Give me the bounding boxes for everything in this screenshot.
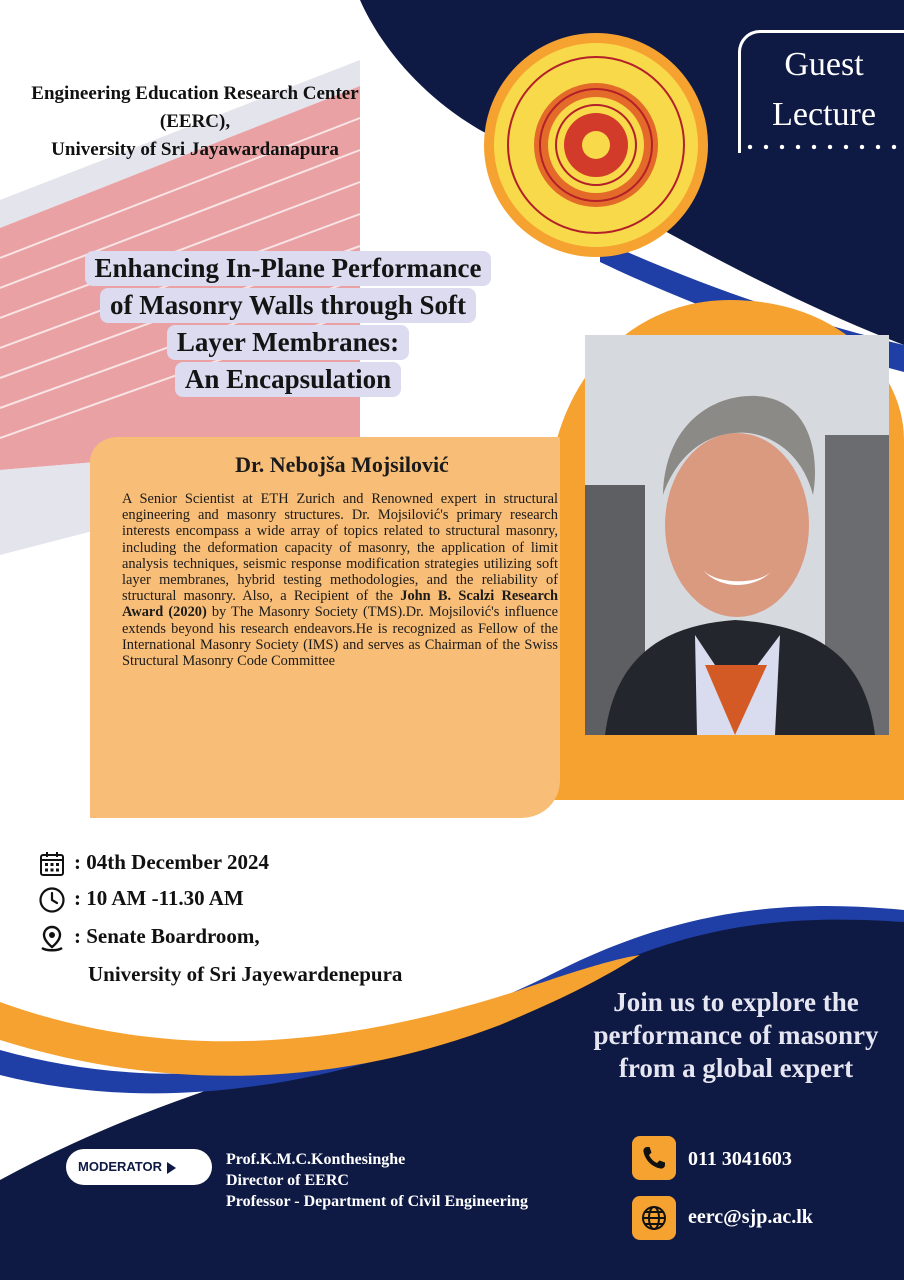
bio-award: John B. Scalzi Research Award (2020) — [122, 588, 558, 621]
moderator-role-2: Professor - Department of Civil Engineering — [226, 1193, 529, 1210]
cta-line-1: Join us to explore the — [613, 987, 859, 1017]
org-line-2: (EERC), — [159, 111, 231, 132]
org-line-3: University of Sri Jayawardanapura — [51, 139, 339, 160]
speaker-portrait — [585, 335, 889, 735]
event-venue-line-1: : Senate Boardroom, — [74, 924, 260, 948]
speaker-name: Dr. Nebojša Mojsilović — [235, 452, 449, 477]
title-line-2: of Masonry Walls through Soft — [100, 288, 476, 323]
moderator-badge — [66, 1149, 212, 1185]
moderator-details — [226, 1149, 606, 1212]
event-time: : 10 AM -11.30 AM — [74, 886, 244, 910]
email-address[interactable]: eerc@sjp.ac.lk — [688, 1206, 813, 1228]
title-line-4: An Encapsulation — [175, 362, 401, 397]
badge-line-1: Guest — [784, 46, 864, 83]
play-arrow-icon — [167, 1162, 176, 1174]
clock-icon — [38, 886, 66, 914]
speaker-photo — [585, 335, 889, 735]
title-line-1: Enhancing In-Plane Performance — [85, 251, 492, 286]
badge-line-2: Lecture — [772, 96, 876, 133]
moderator-name: Prof.K.M.C.Konthesinghe — [226, 1151, 406, 1168]
moderator-label: MODERATOR — [78, 1159, 163, 1174]
organization-name — [0, 80, 390, 164]
location-pin-icon — [38, 924, 66, 952]
moderator-role-1: Director of EERC — [226, 1172, 349, 1189]
speaker-bio — [122, 491, 558, 669]
dotted-divider — [742, 144, 902, 150]
lecture-title — [60, 250, 516, 398]
web-icon-box — [632, 1196, 676, 1240]
bio-part-1: A Senior Scientist at ETH Zurich and Renowned expert in structural engineering and masonry structures. Dr. Mojsilović's primary research interests encompass a wide array of topics related to structural masonry, including the deformation capacity of masonry, the application of limit analysis techniques, seismic response modification strategies utilizing soft layer membranes, hybrid testing methodologies, and the reliability of structural masonry. Also, a Recipient of the — [122, 491, 558, 605]
bio-part-2: by The Masonry Society (TMS).Dr. Mojsilović's influence extends beyond his research endeavors.He is recognized as Fellow of the International Masonry Society (IMS) and serves as Chairman of the Swiss Structural Masonry Code Committee — [122, 604, 558, 670]
phone-icon-box — [632, 1136, 676, 1180]
cta-line-2: performance of masonry — [593, 1020, 879, 1050]
call-to-action — [566, 986, 904, 1085]
calendar-icon — [38, 850, 66, 878]
phone-icon — [632, 1136, 676, 1180]
university-seal-icon — [484, 33, 708, 257]
phone-number[interactable]: 011 3041603 — [688, 1148, 792, 1170]
event-venue-line-2: University of Sri Jayewardenepura — [88, 962, 403, 986]
cta-line-3: from a global expert — [618, 1053, 854, 1083]
org-line-1: Engineering Education Research Center — [31, 83, 359, 104]
title-line-3: Layer Membranes: — [167, 325, 409, 360]
guest-lecture-badge — [742, 40, 904, 140]
event-date: : 04th December 2024 — [74, 850, 269, 874]
globe-icon — [632, 1196, 676, 1240]
